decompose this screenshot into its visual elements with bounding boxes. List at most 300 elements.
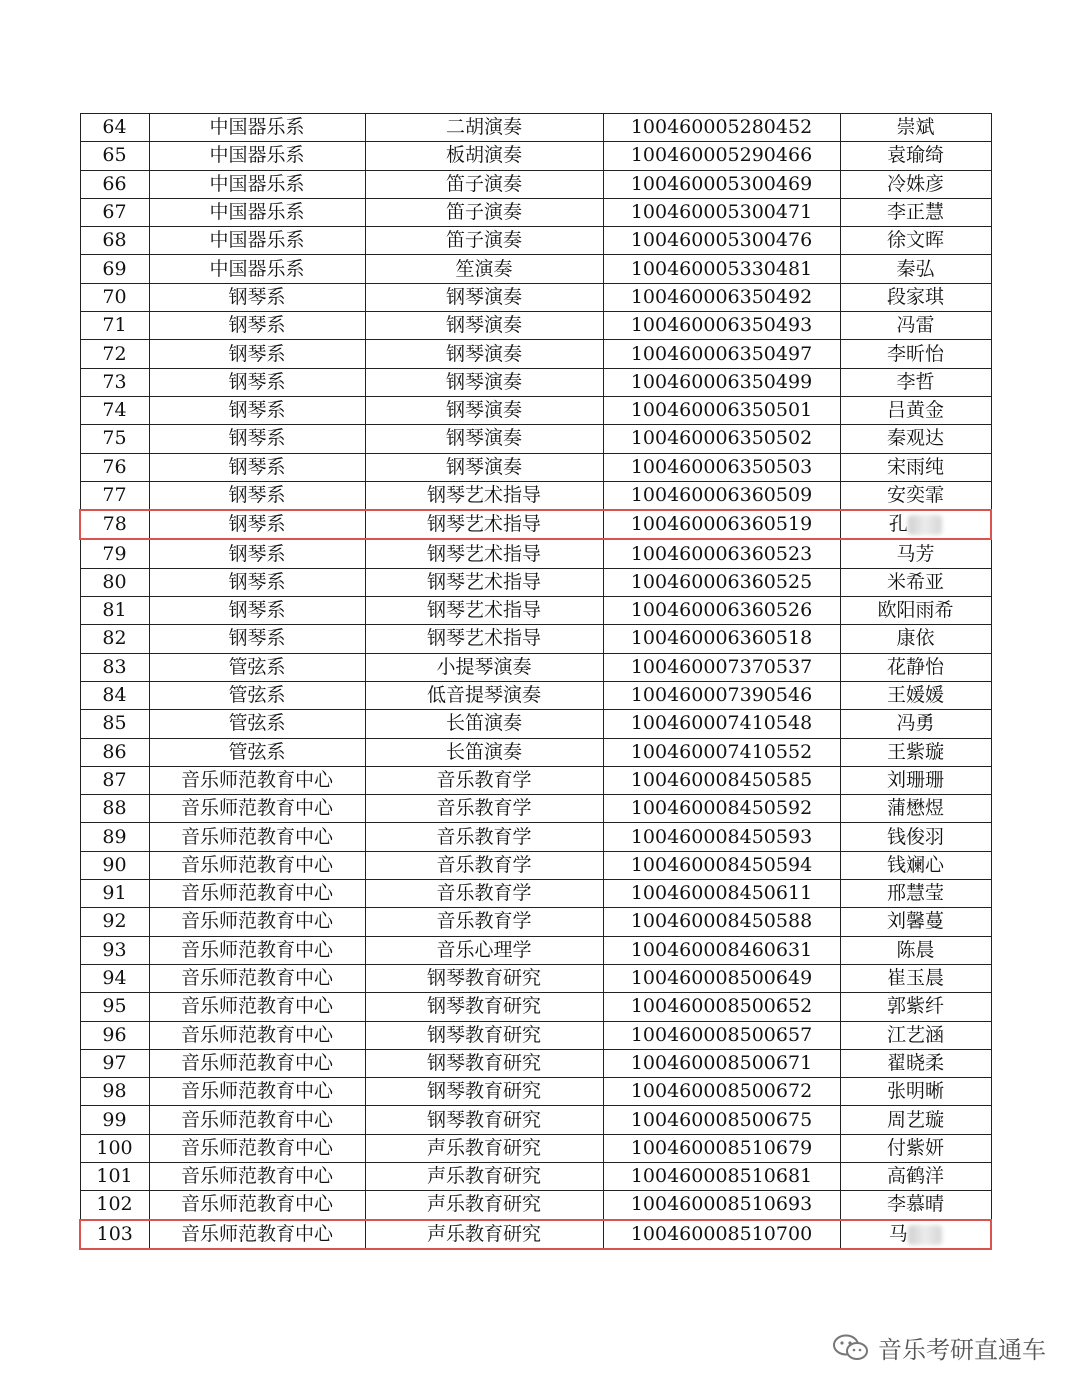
exam-id-cell-text: 100460006360519 [630,513,813,536]
department-cell [149,597,365,625]
exam-id-cell [603,1220,840,1249]
major-cell-text: 低音提琴演奏 [426,684,541,707]
row-number [80,1191,149,1220]
row-number [80,1220,149,1249]
table-row [80,142,991,170]
department-cell [149,481,365,510]
exam-id-cell-text: 100460008450585 [630,768,813,791]
department-cell [149,539,365,568]
row-number-text: 86 [102,740,127,763]
table-row [80,114,991,142]
table-row [80,681,991,709]
department-cell [149,198,365,226]
department-cell-text: 中国器乐系 [209,144,305,167]
department-cell-text: 钢琴系 [228,285,286,308]
row-number [80,198,149,226]
department-cell [149,568,365,596]
exam-id-cell-text: 100460006350493 [630,314,813,337]
exam-id-cell [603,795,840,823]
department-cell-text: 中国器乐系 [209,172,305,195]
row-number [80,142,149,170]
exam-id-cell-text: 100460006350497 [630,342,813,365]
exam-id-cell-text: 100460008500671 [630,1051,813,1074]
department-cell-text: 钢琴系 [228,484,286,506]
table-row [80,625,991,653]
major-cell [365,908,603,936]
major-cell-text: 二胡演奏 [445,116,522,139]
row-number-text: 103 [96,1222,133,1245]
exam-id-cell-text: 100460008500657 [630,1023,813,1046]
name-cell [840,625,991,653]
major-cell-text: 小提琴演奏 [436,655,532,678]
table-row [80,766,991,794]
row-number-text: 81 [102,599,127,622]
name-cell [840,340,991,368]
department-cell [149,653,365,681]
exam-id-cell-text: 100460006360523 [630,542,813,565]
table-row [80,568,991,596]
exam-id-cell [603,1049,840,1077]
table-row [80,453,991,481]
exam-id-cell [603,936,840,964]
exam-id-cell-text: 100460005330481 [630,257,813,280]
major-cell-text: 笛子演奏 [445,229,522,252]
name-cell [840,312,991,340]
name-cell-text: 秦观达 [886,427,944,450]
row-number-text: 98 [102,1080,127,1103]
name-cell [840,710,991,738]
name-cell [840,510,991,539]
table-body [80,114,991,1249]
row-number [80,340,149,368]
exam-id-cell [603,510,840,539]
department-cell-text: 音乐师范教育中心 [180,1051,333,1074]
exam-id-cell [603,597,840,625]
row-number [80,114,149,142]
row-number-text: 69 [102,257,127,280]
exam-id-cell [603,481,840,510]
exam-id-cell [603,710,840,738]
exam-id-cell [603,823,840,851]
major-cell-text: 声乐教育研究 [426,1193,541,1216]
exam-id-cell-text: 100460006350499 [630,370,813,393]
wechat-icon [832,1333,870,1363]
department-cell [149,227,365,255]
department-cell-text: 音乐师范教育中心 [180,938,333,961]
department-cell-text: 音乐师范教育中心 [180,1080,333,1103]
exam-id-cell [603,1078,840,1106]
major-cell-text: 钢琴艺术指导 [426,484,541,506]
major-cell [365,198,603,226]
exam-id-cell-text: 100460008450593 [630,825,813,848]
exam-id-cell [603,312,840,340]
row-number-text: 91 [102,882,127,905]
exam-id-cell [603,568,840,596]
major-cell-text: 钢琴教育研究 [426,967,541,990]
row-number-text: 94 [102,967,127,990]
name-cell [840,823,991,851]
name-cell [840,766,991,794]
name-cell-text: 马芳 [896,542,935,565]
table-row [80,1106,991,1134]
major-cell-text: 钢琴演奏 [445,342,522,365]
department-cell-text: 音乐师范教育中心 [180,1165,333,1188]
department-cell-text: 管弦系 [228,684,286,707]
exam-id-cell [603,653,840,681]
name-cell [840,993,991,1021]
exam-id-cell-text: 100460006350503 [630,455,813,478]
name-cell [840,1162,991,1190]
name-cell [840,114,991,142]
row-number-text: 85 [102,712,127,735]
exam-id-cell [603,625,840,653]
department-cell [149,1191,365,1220]
exam-id-cell [603,227,840,255]
exam-id-cell [603,114,840,142]
row-number [80,1134,149,1162]
name-cell-text: 高鹤洋 [886,1165,944,1188]
exam-id-cell-text: 100460008500675 [630,1108,813,1131]
row-number-text: 92 [102,910,127,933]
exam-id-cell-text: 100460005290466 [630,144,813,167]
department-cell [149,681,365,709]
major-cell [365,1162,603,1190]
name-cell [840,681,991,709]
major-cell [365,340,603,368]
row-number [80,568,149,596]
department-cell-text: 钢琴系 [228,342,286,365]
department-cell [149,1078,365,1106]
major-cell [365,851,603,879]
major-cell [365,1134,603,1162]
department-cell-text: 中国器乐系 [209,229,305,252]
row-number [80,964,149,992]
row-number-text: 87 [102,768,127,791]
name-cell [840,227,991,255]
major-cell-text: 笛子演奏 [445,172,522,195]
major-cell [365,653,603,681]
department-cell [149,1021,365,1049]
major-cell [365,283,603,311]
table-row [80,481,991,510]
exam-id-cell [603,340,840,368]
name-cell-text: 刘珊珊 [886,768,944,791]
row-number-text: 79 [102,542,127,565]
row-number-text: 71 [102,314,127,337]
department-cell-text: 钢琴系 [228,513,286,536]
watermark-text: 音乐考研直通车 [878,1336,1046,1364]
exam-id-cell-text: 100460006360518 [630,627,813,650]
department-cell-text: 音乐师范教育中心 [180,882,333,905]
department-cell [149,396,365,424]
name-cell [840,255,991,283]
exam-id-cell-text: 100460006350502 [630,427,813,450]
name-cell-text: 李慕晴 [886,1193,944,1216]
name-cell [840,283,991,311]
department-cell [149,1220,365,1249]
row-number-text: 100 [96,1136,133,1159]
name-cell-text: 欧阳雨希 [877,599,954,622]
major-cell [365,964,603,992]
name-cell-text: 冯雷 [896,314,935,337]
name-cell-text: 崔玉晨 [886,967,944,990]
table-row [80,880,991,908]
major-cell [365,568,603,596]
row-number-text: 64 [102,116,127,139]
row-number [80,936,149,964]
row-number [80,1021,149,1049]
name-cell-text: 李正慧 [886,201,944,224]
major-cell-text: 音乐教育学 [436,910,532,933]
name-cell-text: 徐文晖 [886,229,944,252]
major-cell [365,766,603,794]
major-cell [365,114,603,142]
major-cell-text: 声乐教育研究 [426,1136,541,1159]
department-cell [149,1134,365,1162]
major-cell-text: 长笛演奏 [445,740,522,763]
exam-id-cell [603,908,840,936]
name-cell [840,1021,991,1049]
major-cell [365,625,603,653]
table-row [80,396,991,424]
redacted-name-blur [908,1225,942,1245]
watermark [832,1330,1046,1365]
major-cell-text: 音乐教育学 [436,825,532,848]
row-number-text: 76 [102,455,127,478]
department-cell-text: 音乐师范教育中心 [180,1222,333,1245]
exam-id-cell [603,1106,840,1134]
major-cell-text: 板胡演奏 [445,144,522,167]
major-cell [365,1078,603,1106]
row-number [80,795,149,823]
name-cell [840,851,991,879]
major-cell-text: 钢琴演奏 [445,314,522,337]
name-cell-text: 李哲 [896,370,935,393]
major-cell [365,597,603,625]
exam-id-cell [603,880,840,908]
exam-id-cell-text: 100460008510679 [630,1136,813,1159]
row-number [80,425,149,453]
row-number [80,1162,149,1190]
row-number [80,851,149,879]
exam-id-cell-text: 100460008510700 [630,1222,813,1245]
row-number-text: 68 [102,229,127,252]
department-cell [149,795,365,823]
name-cell [840,653,991,681]
exam-id-cell-text: 100460006350501 [630,399,813,422]
major-cell [365,738,603,766]
department-cell-text: 钢琴系 [228,542,286,565]
department-cell [149,880,365,908]
exam-id-cell-text: 100460008510681 [630,1165,813,1188]
major-cell-text: 钢琴教育研究 [426,1023,541,1046]
major-cell [365,681,603,709]
exam-id-cell-text: 100460008450594 [630,853,813,876]
department-cell-text: 管弦系 [228,740,286,763]
exam-id-cell-text: 100460008450588 [630,910,813,933]
name-cell [840,880,991,908]
table-row [80,823,991,851]
table-row [80,368,991,396]
row-number-text: 84 [102,684,127,707]
major-cell [365,481,603,510]
exam-id-cell [603,453,840,481]
department-cell [149,312,365,340]
name-cell-text: 蒲懋煜 [886,797,944,820]
major-cell-text: 长笛演奏 [445,712,522,735]
department-cell-text: 音乐师范教育中心 [180,825,333,848]
name-cell [840,568,991,596]
row-number-text: 90 [102,853,127,876]
name-cell [840,1134,991,1162]
department-cell [149,738,365,766]
major-cell-text: 钢琴教育研究 [426,995,541,1018]
name-cell [840,453,991,481]
exam-id-cell [603,1021,840,1049]
exam-id-cell [603,396,840,424]
table-row [80,908,991,936]
exam-id-cell-text: 100460006350492 [630,285,813,308]
name-cell-text: 崇斌 [896,116,935,139]
exam-id-cell-text: 100460007370537 [630,655,813,678]
name-cell [840,539,991,568]
row-number-text: 66 [102,172,127,195]
name-cell-text: 袁瑜绮 [886,144,944,167]
row-number [80,597,149,625]
department-cell [149,255,365,283]
row-number-text: 72 [102,342,127,365]
major-cell-text: 钢琴演奏 [445,399,522,422]
department-cell-text: 钢琴系 [228,570,286,593]
department-cell [149,114,365,142]
major-cell [365,227,603,255]
exam-id-cell-text: 100460008500652 [630,995,813,1018]
department-cell [149,340,365,368]
name-cell-text: 花静怡 [886,655,944,678]
row-number [80,653,149,681]
major-cell-text: 钢琴演奏 [445,427,522,450]
major-cell-text: 声乐教育研究 [426,1222,541,1245]
name-cell-text: 付紫妍 [886,1136,944,1159]
row-number [80,1049,149,1077]
department-cell-text: 钢琴系 [228,370,286,393]
name-cell [840,1220,991,1249]
department-cell-text: 管弦系 [228,655,286,678]
exam-id-cell [603,766,840,794]
row-number-text: 78 [102,513,127,536]
major-cell-text: 钢琴演奏 [445,285,522,308]
table-row [80,170,991,198]
row-number-text: 96 [102,1023,127,1046]
major-cell-text: 钢琴艺术指导 [426,627,541,650]
name-cell-text: 冯勇 [896,712,935,735]
exam-id-cell-text: 100460008460631 [630,938,813,961]
department-cell-text: 中国器乐系 [209,201,305,224]
department-cell [149,368,365,396]
major-cell-text: 音乐教育学 [436,768,532,791]
row-number [80,625,149,653]
row-number-text: 82 [102,627,127,650]
table-row-highlighted [80,1220,991,1249]
name-cell [840,597,991,625]
department-cell [149,142,365,170]
row-number-text: 77 [102,484,127,506]
table-row [80,312,991,340]
row-number-text: 75 [102,427,127,450]
table-row [80,1162,991,1190]
row-number-text: 88 [102,797,127,820]
major-cell [365,255,603,283]
redacted-name-blur [908,515,942,535]
name-cell-text: 安奕霏 [886,484,944,506]
name-cell-text: 邢慧莹 [886,882,944,905]
major-cell-text: 音乐教育学 [436,882,532,905]
exam-id-cell [603,142,840,170]
major-cell [365,368,603,396]
name-cell-text: 冷姝彦 [886,172,944,195]
name-cell [840,1191,991,1220]
name-cell [840,142,991,170]
row-number-text: 65 [102,144,127,167]
major-cell [365,312,603,340]
department-cell [149,1162,365,1190]
department-cell [149,964,365,992]
major-cell [365,1021,603,1049]
exam-id-cell [603,738,840,766]
major-cell [365,396,603,424]
exam-id-cell [603,255,840,283]
row-number [80,738,149,766]
name-cell [840,425,991,453]
row-number [80,681,149,709]
exam-id-cell-text: 100460006360509 [630,484,813,506]
major-cell-text: 音乐心理学 [436,938,532,961]
row-number-text: 80 [102,570,127,593]
department-cell-text: 音乐师范教育中心 [180,768,333,791]
major-cell [365,1220,603,1249]
name-cell [840,396,991,424]
major-cell-text: 笙演奏 [455,257,513,280]
row-number [80,255,149,283]
department-cell-text: 音乐师范教育中心 [180,967,333,990]
major-cell [365,823,603,851]
row-number-text: 99 [102,1108,127,1131]
table-row [80,1021,991,1049]
major-cell [365,710,603,738]
major-cell [365,539,603,568]
table-row [80,1134,991,1162]
exam-id-cell [603,368,840,396]
name-cell [840,198,991,226]
name-cell [840,368,991,396]
name-cell [840,738,991,766]
row-number [80,880,149,908]
major-cell-text: 钢琴艺术指导 [426,542,541,565]
admission-list-table [79,113,992,1250]
row-number [80,481,149,510]
exam-id-cell [603,681,840,709]
major-cell-text: 钢琴教育研究 [426,1080,541,1103]
name-cell-text: 张明晰 [886,1080,944,1103]
department-cell-text: 音乐师范教育中心 [180,1193,333,1216]
name-cell-text: 钱斓心 [886,853,944,876]
row-number [80,368,149,396]
exam-id-cell [603,425,840,453]
major-cell [365,1106,603,1134]
exam-id-cell-text: 100460007390546 [630,684,813,707]
row-number [80,170,149,198]
exam-id-cell [603,283,840,311]
